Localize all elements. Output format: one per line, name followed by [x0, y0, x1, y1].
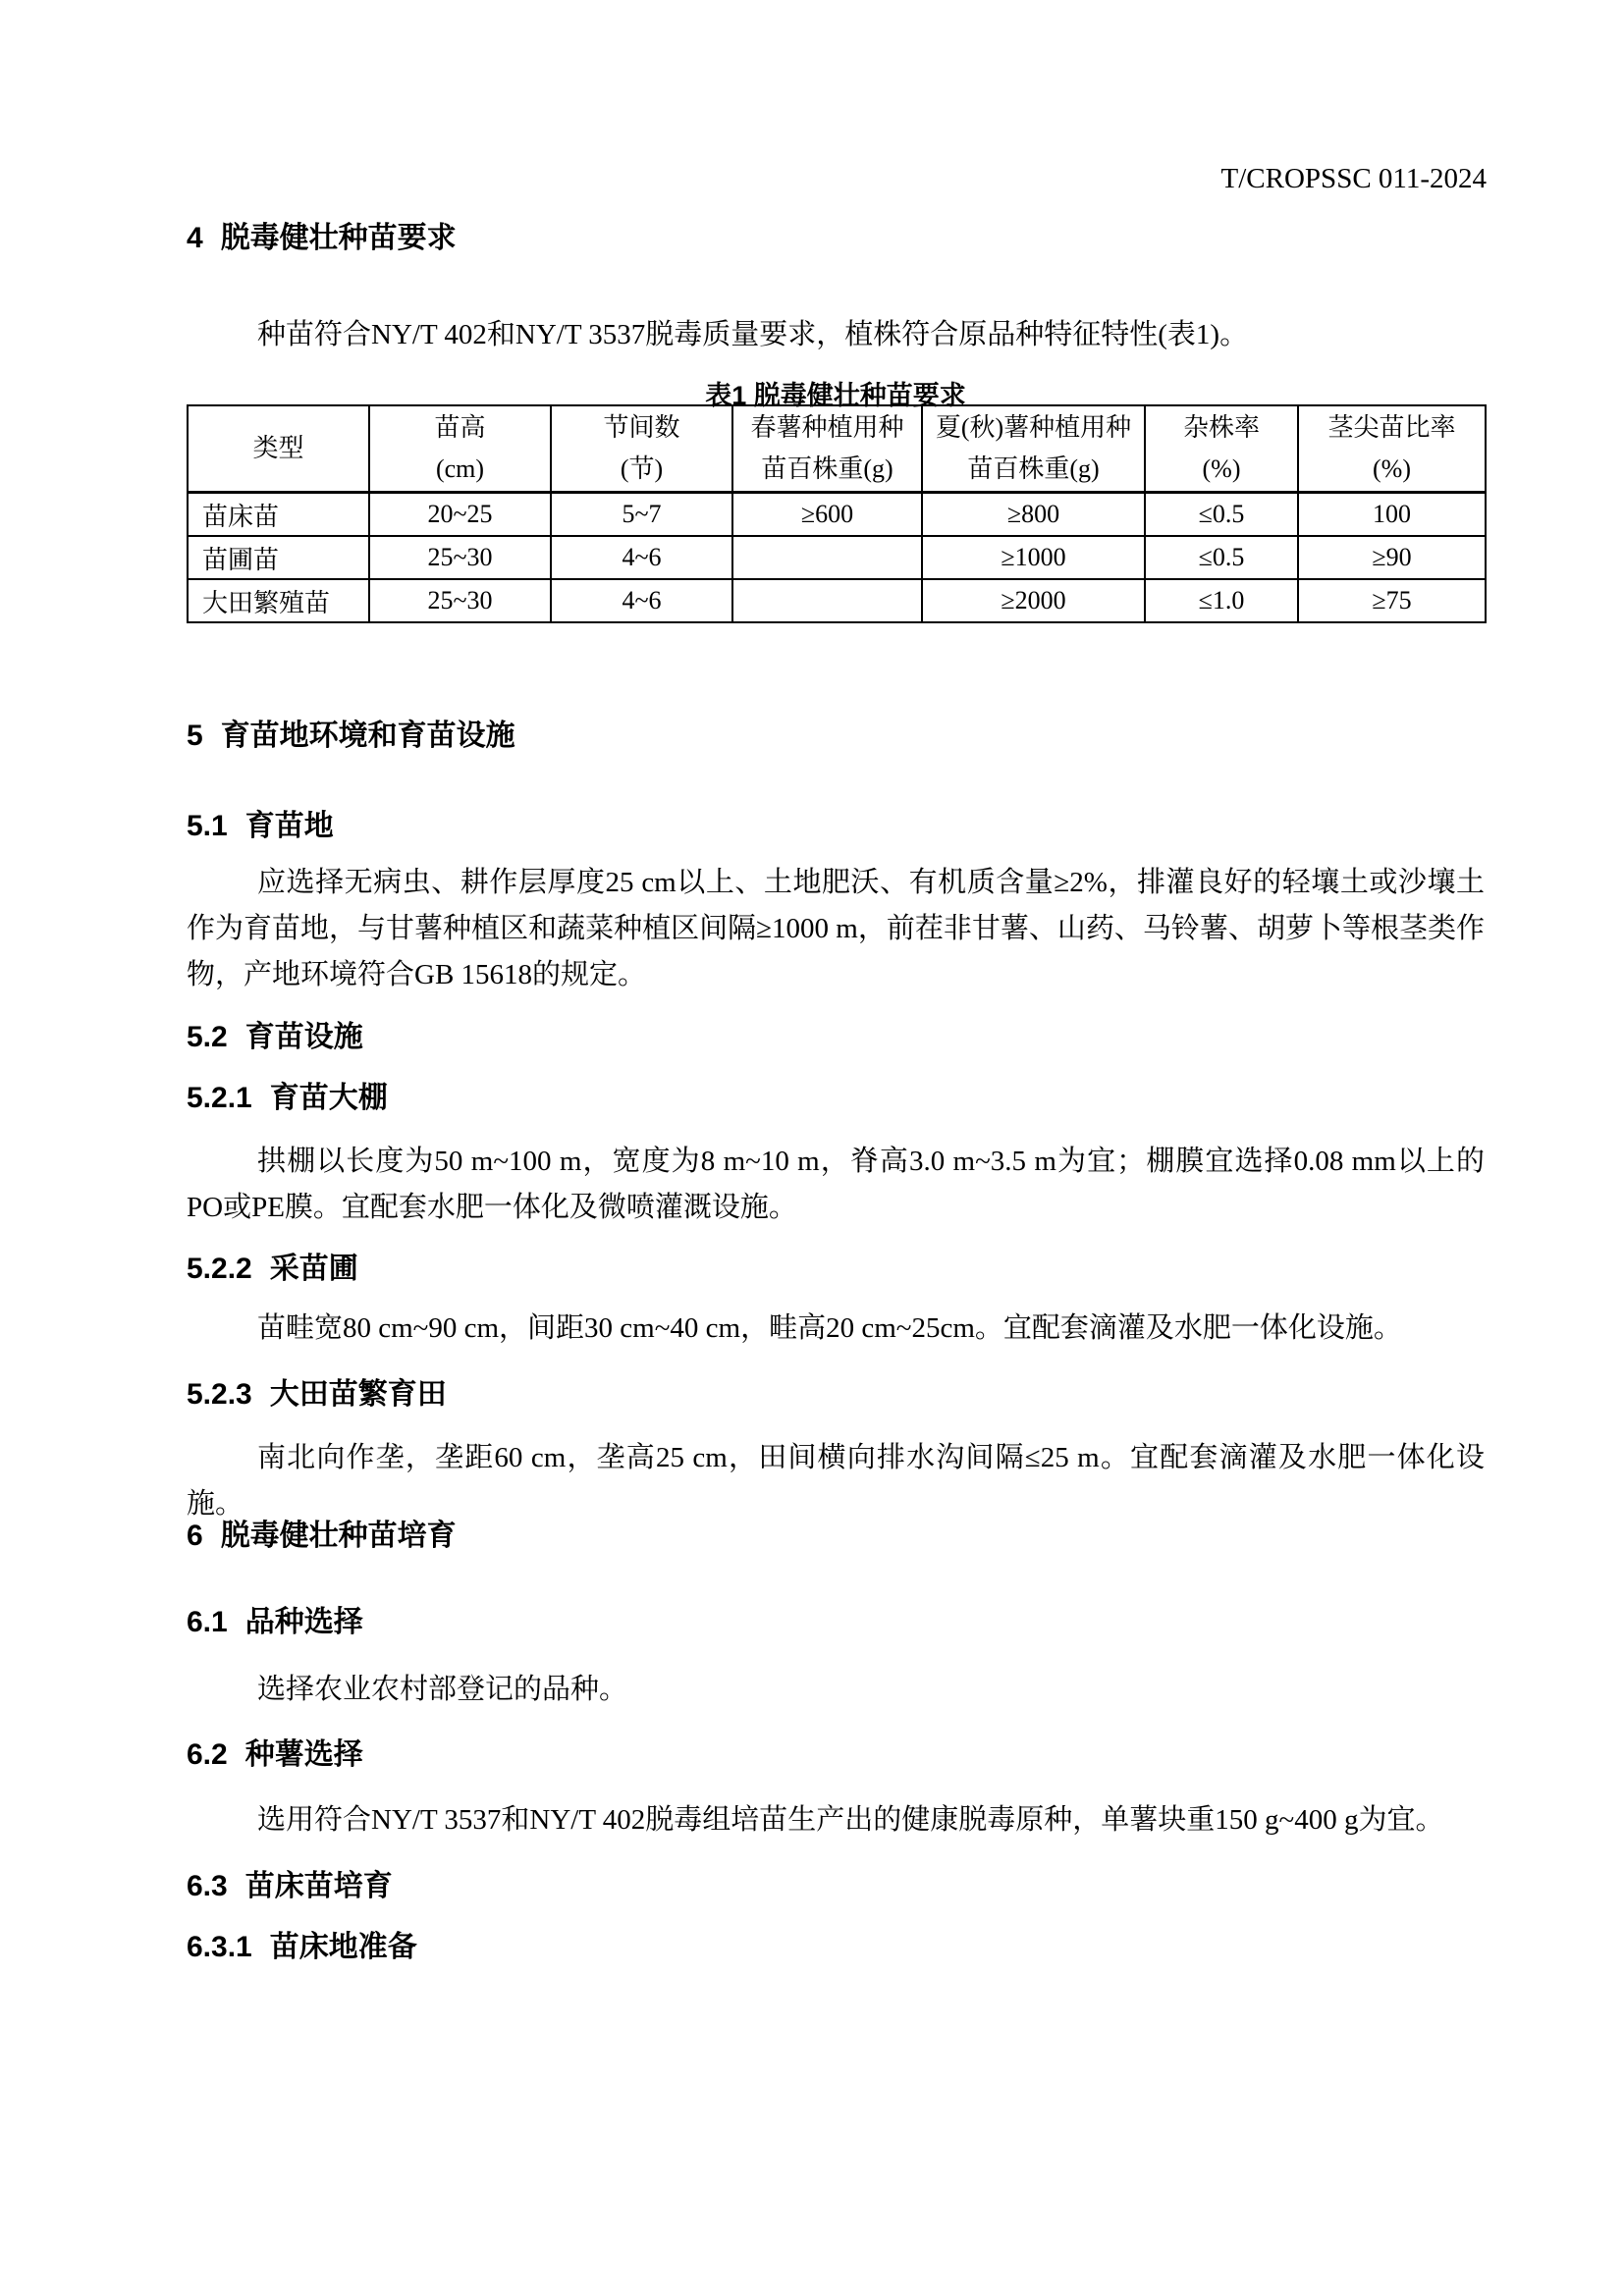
cell-internodes: 4~6	[551, 536, 732, 579]
heading-5-1-title: 育苗地	[244, 810, 334, 842]
heading-5-2-title: 育苗设施	[244, 1021, 363, 1053]
col-header-tip-ratio: 茎尖苗比率 (%)	[1298, 405, 1486, 493]
cell-tip-ratio: 100	[1298, 493, 1486, 537]
cell-summer-weight: ≥2000	[922, 579, 1145, 622]
heading-4	[187, 220, 1485, 257]
col-header-summer-weight: 夏(秋)薯种植用种 苗百株重(g)	[922, 405, 1145, 493]
cell-spring-weight	[732, 579, 922, 622]
para-6-1: 选择农业农村部登记的品种。	[257, 1674, 628, 1705]
heading-4-number: 4	[187, 222, 203, 254]
heading-5-2-3	[187, 1376, 1485, 1414]
para-5-2-1: 拱棚以长度为50 m~100 m，宽度为8 m~10 m，脊高3.0 m~3.5 m为宜；棚膜宜选择0.08 mm以上的PO或PE膜。宜配套水肥一体化及微喷灌溉设施。	[187, 1146, 1485, 1223]
heading-6-3-1	[187, 1929, 1485, 1966]
para-5-1: 应选择无病虫、耕作层厚度25 cm以上、土地肥沃、有机质含量≥2%，排灌良好的轻壤土或沙壤土作为育苗地，与甘薯种植区和蔬菜种植区间隔≥1000 m，前茬非甘薯、山药、马铃薯、胡萝卜等根茎类作物，产地环境符合GB 15618的规定。	[187, 867, 1485, 990]
cell-tip-ratio: ≥90	[1298, 536, 1486, 579]
cell-height: 25~30	[369, 536, 551, 579]
cell-height: 20~25	[369, 493, 551, 537]
col-header-type: 类型	[188, 405, 369, 493]
heading-5-2	[187, 1019, 1485, 1056]
heading-5-2-1	[187, 1080, 1485, 1117]
heading-5-2-2-title: 采苗圃	[269, 1253, 358, 1285]
col-header-internodes: 节间数 (节)	[551, 405, 732, 493]
heading-5-2-2	[187, 1251, 1485, 1288]
cell-height: 25~30	[369, 579, 551, 622]
heading-5-2-2-number: 5.2.2	[187, 1253, 252, 1285]
heading-6-number: 6	[187, 1520, 203, 1552]
cell-type: 苗圃苗	[188, 536, 369, 579]
heading-6-3	[187, 1868, 1485, 1905]
cell-offtype-rate: ≤1.0	[1145, 579, 1298, 622]
table-row	[188, 536, 1486, 579]
heading-5	[187, 718, 1485, 755]
cell-type: 苗床苗	[188, 493, 369, 537]
heading-5-2-3-title: 大田苗繁育田	[269, 1378, 447, 1411]
heading-6-3-1-title: 苗床地准备	[269, 1931, 417, 1963]
cell-spring-weight: ≥600	[732, 493, 922, 537]
heading-5-number: 5	[187, 720, 203, 752]
para-4: 种苗符合NY/T 402和NY/T 3537脱毒质量要求，植株符合原品种特征特性(表1)。	[257, 319, 1249, 350]
table-row	[188, 493, 1486, 537]
cell-type: 大田繁殖苗	[188, 579, 369, 622]
heading-6-1-title: 品种选择	[244, 1606, 363, 1638]
heading-6-3-title: 苗床苗培育	[244, 1870, 393, 1902]
col-header-height: 苗高 (cm)	[369, 405, 551, 493]
heading-6-2-title: 种薯选择	[244, 1738, 363, 1771]
table-row	[188, 579, 1486, 622]
table-caption: 表1 脱毒健壮种苗要求	[705, 381, 966, 410]
heading-6-2-number: 6.2	[187, 1738, 228, 1771]
cell-summer-weight: ≥1000	[922, 536, 1145, 579]
para-6-2: 选用符合NY/T 3537和NY/T 402脱毒组培苗生产出的健康脱毒原种，单薯块重150 g~400 g为宜。	[257, 1804, 1444, 1836]
col-header-spring-weight: 春薯种植用种 苗百株重(g)	[732, 405, 922, 493]
heading-6-2	[187, 1736, 1485, 1774]
heading-5-2-3-number: 5.2.3	[187, 1378, 252, 1411]
cell-offtype-rate: ≤0.5	[1145, 493, 1298, 537]
para-5-2-3: 南北向作垄，垄距60 cm，垄高25 cm，田间横向排水沟间隔≤25 m。宜配套滴灌及水肥一体化设施。	[187, 1442, 1485, 1520]
para-5-2-2: 苗畦宽80 cm~90 cm，间距30 cm~40 cm，畦高20 cm~25cm。宜配套滴灌及水肥一体化设施。	[257, 1312, 1402, 1344]
heading-5-2-1-title: 育苗大棚	[269, 1082, 388, 1114]
heading-5-2-number: 5.2	[187, 1021, 228, 1053]
cell-tip-ratio: ≥75	[1298, 579, 1486, 622]
cell-summer-weight: ≥800	[922, 493, 1145, 537]
cell-internodes: 4~6	[551, 579, 732, 622]
heading-5-2-1-number: 5.2.1	[187, 1082, 252, 1114]
heading-6-title: 脱毒健壮种苗培育	[220, 1520, 457, 1552]
table-1	[187, 404, 1487, 623]
col-header-offtype-rate: 杂株率 (%)	[1145, 405, 1298, 493]
cell-offtype-rate: ≤0.5	[1145, 536, 1298, 579]
heading-6-3-1-number: 6.3.1	[187, 1931, 252, 1963]
doc-code: T/CROPSSC 011-2024	[1220, 163, 1487, 194]
heading-5-1	[187, 808, 1485, 845]
heading-6-1	[187, 1604, 1485, 1641]
heading-5-1-number: 5.1	[187, 810, 228, 842]
heading-5-title: 育苗地环境和育苗设施	[220, 720, 515, 752]
heading-6-1-number: 6.1	[187, 1606, 228, 1638]
heading-6	[187, 1518, 1485, 1555]
table-header-row	[188, 405, 1486, 493]
heading-6-3-number: 6.3	[187, 1870, 228, 1902]
cell-internodes: 5~7	[551, 493, 732, 537]
cell-spring-weight	[732, 536, 922, 579]
heading-4-title: 脱毒健壮种苗要求	[220, 222, 457, 254]
